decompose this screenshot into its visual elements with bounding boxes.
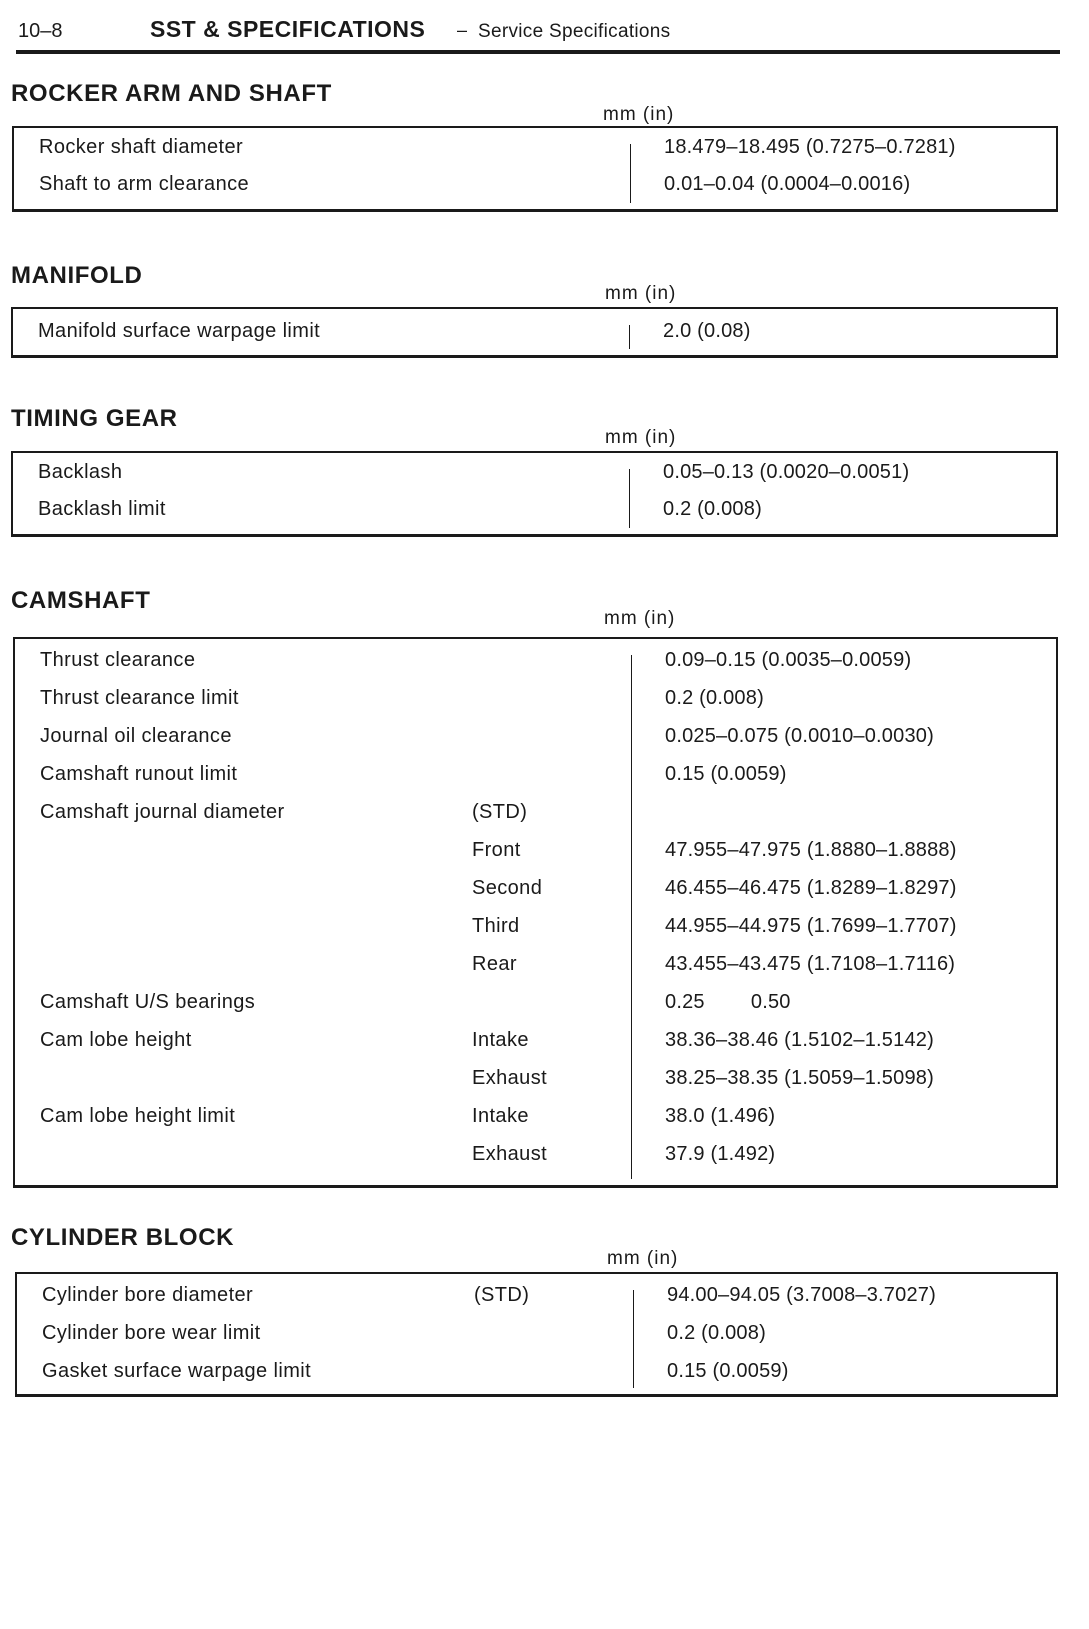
- spec-label: Backlash limit: [38, 498, 166, 520]
- spec-sublabel: Exhaust: [472, 1143, 548, 1165]
- section-title: TIMING GEAR: [11, 405, 178, 432]
- table-row: [13, 498, 1056, 536]
- table-row: [15, 877, 1056, 915]
- spec-label: Backlash: [38, 461, 123, 483]
- spec-sublabel: Third: [472, 915, 520, 937]
- table-row: [13, 320, 1056, 358]
- spec-sublabel: Front: [472, 839, 521, 861]
- spec-table: [11, 451, 1058, 537]
- spec-value: 0.01–0.04 (0.0004–0.0016): [664, 173, 911, 195]
- spec-value: 2.0 (0.08): [663, 320, 751, 342]
- spec-table: [15, 1272, 1058, 1397]
- table-row: [13, 461, 1056, 499]
- spec-label: Journal oil clearance: [40, 725, 232, 747]
- spec-value: 94.00–94.05 (3.7008–3.7027): [667, 1284, 936, 1306]
- spec-value: 38.25–38.35 (1.5059–1.5098): [665, 1067, 934, 1089]
- spec-value: 0.05–0.13 (0.0020–0.0051): [663, 461, 910, 483]
- page-header: [16, 14, 1060, 54]
- section-title: CAMSHAFT: [11, 587, 151, 614]
- spec-value: 0.15 (0.0059): [665, 763, 787, 785]
- spec-sublabel: Second: [472, 877, 543, 899]
- spec-value: 0.025–0.075 (0.0010–0.0030): [665, 725, 934, 747]
- spec-label: Rocker shaft diameter: [39, 136, 244, 158]
- spec-label: Thrust clearance limit: [40, 687, 239, 709]
- unit-label: mm (in): [605, 427, 677, 448]
- spec-label: Shaft to arm clearance: [39, 173, 250, 195]
- section-title: ROCKER ARM AND SHAFT: [11, 80, 332, 107]
- spec-label: Camshaft runout limit: [40, 763, 238, 785]
- spec-label: Thrust clearance: [40, 649, 196, 671]
- table-row: [15, 801, 1056, 839]
- spec-value: 46.455–46.475 (1.8289–1.8297): [665, 877, 957, 899]
- section-rocker-arm: [0, 80, 1089, 220]
- section-camshaft: [0, 587, 1089, 1187]
- spec-label: Camshaft journal diameter: [40, 801, 285, 823]
- table-row: [15, 915, 1056, 953]
- unit-label: mm (in): [604, 608, 676, 629]
- section-cylinder-block: [0, 1224, 1089, 1404]
- spec-sublabel: Rear: [472, 953, 517, 975]
- spec-sublabel: Exhaust: [472, 1067, 548, 1089]
- section-timing-gear: [0, 405, 1089, 545]
- spec-value: 0.09–0.15 (0.0035–0.0059): [665, 649, 912, 671]
- section-title: CYLINDER BLOCK: [11, 1224, 235, 1251]
- table-row: [15, 1029, 1056, 1067]
- table-row: [15, 1143, 1056, 1181]
- spec-value: 44.955–44.975 (1.7699–1.7707): [665, 915, 957, 937]
- section-title: MANIFOLD: [11, 262, 143, 289]
- table-row: [14, 136, 1056, 174]
- table-row: [15, 687, 1056, 725]
- unit-label: mm (in): [605, 283, 677, 304]
- table-row: [15, 649, 1056, 687]
- spec-table: [11, 307, 1058, 358]
- spec-sublabel: (STD): [472, 801, 528, 823]
- spec-value: 37.9 (1.492): [665, 1143, 776, 1165]
- header-rule: [16, 50, 1060, 54]
- spec-value: 38.36–38.46 (1.5102–1.5142): [665, 1029, 934, 1051]
- unit-label: mm (in): [603, 104, 675, 125]
- spec-value: 0.15 (0.0059): [667, 1360, 789, 1382]
- spec-value: 18.479–18.495 (0.7275–0.7281): [664, 136, 956, 158]
- title-separator: –: [457, 20, 468, 40]
- chapter-title: SST & SPECIFICATIONS: [150, 16, 426, 42]
- table-row: [15, 953, 1056, 991]
- spec-value: 0.2 (0.008): [663, 498, 762, 520]
- table-row: [15, 725, 1056, 763]
- spec-sublabel: (STD): [474, 1284, 530, 1306]
- spec-label: Cam lobe height: [40, 1029, 192, 1051]
- unit-label: mm (in): [607, 1248, 679, 1269]
- spec-sublabel: Intake: [472, 1105, 529, 1127]
- table-row: [15, 1105, 1056, 1143]
- table-row: [14, 173, 1056, 211]
- spec-value: 0.2 (0.008): [667, 1322, 766, 1344]
- table-row: [15, 1067, 1056, 1105]
- spec-table: [12, 126, 1058, 212]
- table-row: [15, 763, 1056, 801]
- section-manifold: [0, 262, 1089, 362]
- spec-label: Cylinder bore diameter: [42, 1284, 254, 1306]
- page-number: 10–8: [18, 20, 63, 42]
- spec-label: Cam lobe height limit: [40, 1105, 236, 1127]
- spec-value: 43.455–43.475 (1.7108–1.7116): [665, 953, 956, 975]
- spec-sublabel: Intake: [472, 1029, 529, 1051]
- table-row: [17, 1284, 1056, 1322]
- table-row: [17, 1360, 1056, 1398]
- spec-label: Gasket surface warpage limit: [42, 1360, 312, 1382]
- spec-label: Cylinder bore wear limit: [42, 1322, 261, 1344]
- spec-value: 0.25 0.50: [665, 991, 791, 1013]
- table-row: [17, 1322, 1056, 1360]
- spec-table: [13, 637, 1058, 1188]
- spec-value: 0.2 (0.008): [665, 687, 764, 709]
- spec-value: 47.955–47.975 (1.8880–1.8888): [665, 839, 957, 861]
- chapter-subtitle: Service Specifications: [478, 21, 671, 42]
- spec-value: 38.0 (1.496): [665, 1105, 776, 1127]
- table-row: [15, 991, 1056, 1029]
- spec-label: Camshaft U/S bearings: [40, 991, 256, 1013]
- table-row: [15, 839, 1056, 877]
- spec-label: Manifold surface warpage limit: [38, 320, 321, 342]
